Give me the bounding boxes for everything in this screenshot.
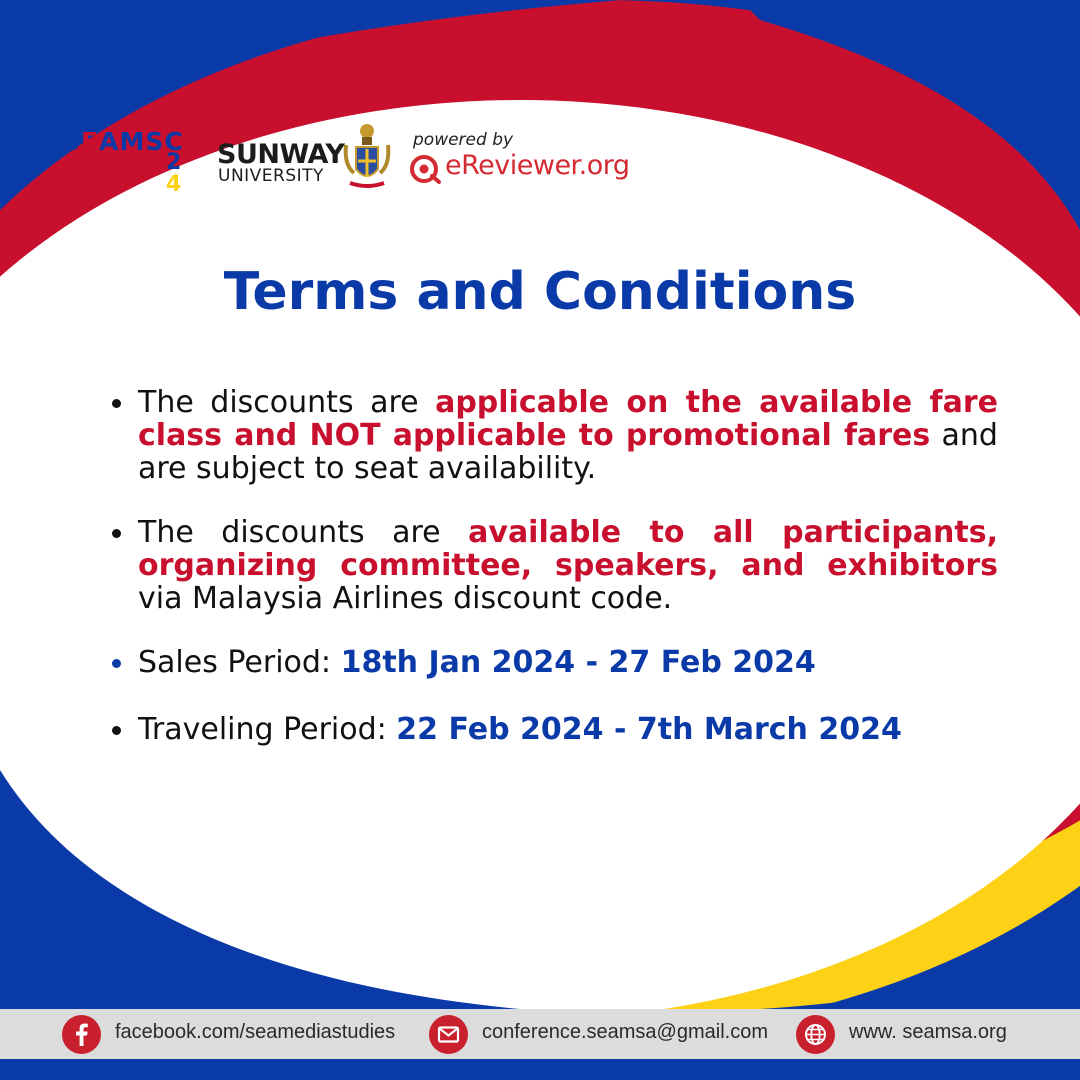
- term-text: via Malaysia Airlines discount code.: [138, 581, 673, 616]
- sunway-logo-text: SUNWAY: [217, 139, 345, 170]
- logo-letter: E: [81, 127, 100, 156]
- logo-year-digit: 2: [166, 150, 182, 175]
- logo-letter: S: [62, 127, 82, 156]
- ereviewer-logo-icon: [410, 154, 442, 184]
- ereviewer-logo-text: eReviewer.org: [445, 150, 630, 181]
- facebook-url[interactable]: facebook.com/seamediastudies: [115, 1021, 396, 1043]
- mail-icon: [429, 1015, 468, 1054]
- sales-period-dates: 18th Jan 2024 - 27 Feb 2024: [340, 645, 816, 680]
- terms-list: [108, 386, 998, 746]
- term-text: The discounts are: [138, 385, 436, 420]
- term-item: [108, 646, 998, 679]
- email-address[interactable]: conference.seamsa@gmail.com: [482, 1021, 768, 1043]
- globe-icon: [796, 1015, 835, 1054]
- term-item: [108, 386, 998, 485]
- logo-letter: M: [119, 127, 146, 156]
- logo-year-digit: 2: [166, 106, 182, 131]
- page-title: Terms and Conditions: [223, 262, 857, 322]
- powered-by-label: powered by: [413, 130, 514, 150]
- term-highlight: available to all participants, organizing committee, speakers, and exhibitors: [138, 515, 998, 583]
- contact-footer: [0, 1009, 1080, 1059]
- facebook-icon: [62, 1015, 101, 1054]
- logo-year-digit: 4: [166, 172, 182, 197]
- sunway-logo-subtext: UNIVERSITY: [218, 166, 324, 186]
- bullet-icon: [112, 726, 121, 735]
- term-text: The discounts are: [138, 515, 469, 550]
- logo-letter: S: [145, 127, 165, 156]
- logo-row: [0, 0, 1080, 220]
- bullet-icon: [112, 659, 121, 668]
- traveling-period-dates: 22 Feb 2024 - 7th March 2024: [396, 712, 902, 747]
- term-item: [108, 516, 998, 615]
- logo-letter: A: [99, 127, 120, 156]
- term-text: and are subject to seat availability.: [138, 418, 998, 486]
- university-crest-icon: [342, 117, 392, 191]
- bullet-icon: [112, 399, 121, 408]
- term-text: Traveling Period:: [138, 712, 397, 747]
- bullet-icon: [112, 529, 121, 538]
- term-item: [108, 713, 998, 746]
- logo-letter: C: [164, 127, 184, 156]
- website-url[interactable]: www. seamsa.org: [849, 1021, 1007, 1043]
- term-text: Sales Period:: [138, 645, 341, 680]
- term-highlight: applicable on the available fare class and NOT applicable to promotional fares: [138, 385, 998, 453]
